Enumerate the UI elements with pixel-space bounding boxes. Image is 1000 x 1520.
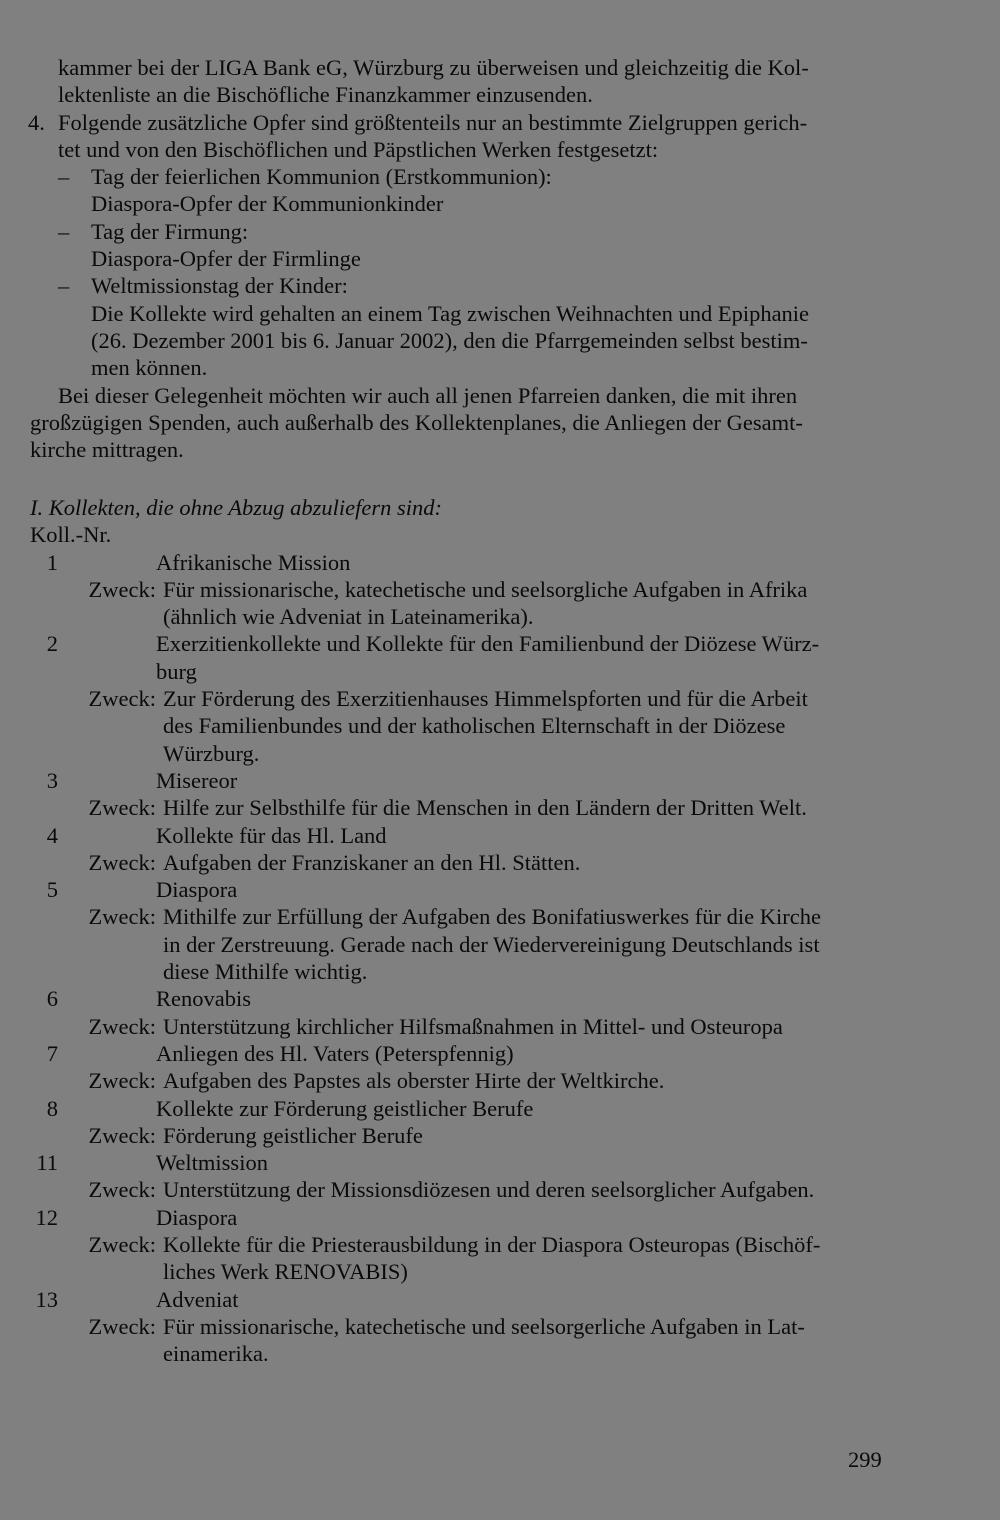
sub-item-title: Tag der feierlichen Kommunion (Erstkommunion): [91,164,552,190]
zweck-text: Aufgaben des Papstes als oberster Hirte der Weltkirche. [163,1068,665,1094]
table-row [30,767,890,794]
item-number: 4. [28,109,45,135]
table-row [30,1286,890,1313]
zweck-text: liches Werk RENOVABIS) [163,1259,408,1285]
zweck-text: Kollekte für die Priesterausbildung in der Diaspora Osteuropas (Bischöf- [163,1232,821,1258]
zweck-text: Unterstützung der Missionsdiözesen und deren seelsorglicher Aufgaben. [163,1177,815,1203]
sub-item-title: Tag der Firmung: [91,218,249,244]
table-row [30,876,890,903]
sub-item-title: Weltmissionstag der Kinder: [91,273,348,299]
kollekte-name: Afrikanische Mission [156,549,351,575]
zweck-label: Zweck: [88,686,156,712]
closing-line: großzügigen Spenden, auch außerhalb des Kollektenplanes, die Anliegen der Gesamt- [30,409,803,435]
table-row [30,1340,890,1367]
table-row [30,1258,890,1285]
koll-number: 3 [46,767,58,793]
kollekte-name: Diaspora [156,877,238,903]
section-heading: I. Kollekten, die ohne Abzug abzuliefern sind: [30,495,443,520]
koll-number: 11 [36,1150,58,1176]
zweck-label: Zweck: [88,576,156,602]
sub-item-text: men können. [91,355,208,381]
intro-line: lektenliste an die Bischöfliche Finanzkammer einzusenden. [58,82,593,108]
koll-number: 8 [46,1095,58,1121]
zweck-label: Zweck: [88,849,156,875]
table-row [30,1013,890,1040]
item4-line: tet und von den Bischöflichen und Päpstlichen Werken festgesetzt: [58,136,659,162]
table-row [30,1176,890,1203]
table-row [30,931,890,958]
dash-bullet: – [58,273,70,299]
table-row [30,1313,890,1340]
item4-line: Folgende zusätzliche Opfer sind größtenteils nur an bestimmte Zielgruppen gerich- [58,109,808,135]
dash-bullet: – [58,218,70,244]
kollekte-name: Weltmission [156,1150,268,1176]
sub-item-text: Diaspora-Opfer der Kommunionkinder [91,191,444,217]
zweck-label: Zweck: [88,1068,156,1094]
table-row [30,603,890,630]
zweck-label: Zweck: [88,1013,156,1039]
table-row [30,849,890,876]
table-row [30,1149,890,1176]
sub-item-text: (26. Dezember 2001 bis 6. Januar 2002), den die Pfarrgemeinden selbst bestim- [91,327,808,353]
sub-item-weltmissionstag [58,272,888,381]
koll-number: 7 [46,1040,58,1066]
koll-number: 12 [35,1204,58,1230]
table-row [30,985,890,1012]
kollekten-section [30,494,890,1368]
kollekte-name: Exerzitienkollekte und Kollekte für den Familienbund der Diözese Würz- [156,631,820,657]
table-row [30,1231,890,1258]
zweck-text: Für missionarische, katechetische und seelsorgerliche Aufgaben in Lat- [163,1313,805,1339]
koll-number: 1 [46,549,58,575]
zweck-text: Würzburg. [163,740,260,766]
list-item-4 [28,109,888,382]
table-row [30,822,890,849]
kollekte-name: Anliegen des Hl. Vaters (Peterspfennig) [156,1040,514,1066]
zweck-label: Zweck: [88,1232,156,1258]
table-row [30,958,890,985]
table-row [30,1204,890,1231]
zweck-label: Zweck: [88,1177,156,1203]
table-row [30,903,890,930]
koll-number: 6 [46,986,58,1012]
zweck-text: diese Mithilfe wichtig. [163,959,368,985]
table-row [30,630,890,657]
table-row [30,712,890,739]
table-row [30,685,890,712]
zweck-text: des Familienbundes und der katholischen Elternschaft in der Diözese [163,713,786,739]
koll-number: 5 [46,877,58,903]
zweck-text: einamerika. [163,1341,269,1367]
zweck-text: Unterstützung kirchlicher Hilfsmaßnahmen in Mittel- und Osteuropa [163,1013,783,1039]
intro-block [28,54,888,463]
kollekten-list [30,549,890,1368]
closing-paragraph [30,382,888,464]
dash-bullet: – [58,164,70,190]
closing-line: kirche mittragen. [30,437,184,463]
zweck-text: Förderung geistlicher Berufe [163,1122,423,1148]
sub-item-kommunion [58,163,888,218]
zweck-label: Zweck: [88,1313,156,1339]
table-row [30,794,890,821]
table-row [30,1067,890,1094]
kollekte-name: Renovabis [156,986,251,1012]
zweck-label: Zweck: [88,904,156,930]
zweck-text: Zur Förderung des Exerzitienhauses Himmelspforten und für die Arbeit [163,686,808,712]
table-row [30,576,890,603]
kollekte-name: Diaspora [156,1204,238,1230]
zweck-text: Hilfe zur Selbsthilfe für die Menschen in den Ländern der Dritten Welt. [163,795,807,821]
closing-line: Bei dieser Gelegenheit möchten wir auch all jenen Pfarreien danken, die mit ihren [58,382,798,408]
zweck-text: Für missionarische, katechetische und seelsorgliche Aufgaben in Afrika [163,576,808,602]
koll-number: 4 [46,822,58,848]
zweck-text: (ähnlich wie Adveniat in Lateinamerika). [163,604,534,630]
page-number: 299 [848,1447,882,1472]
zweck-text: in der Zerstreuung. Gerade nach der Wiedervereinigung Deutschlands ist [163,931,820,957]
zweck-text: Mithilfe zur Erfüllung der Aufgaben des Bonifatiuswerkes für die Kirche [163,904,821,930]
kollekte-name-cont: burg [156,658,197,684]
table-row [30,740,890,767]
zweck-text: Aufgaben der Franziskaner an den Hl. Stätten. [163,849,581,875]
sub-item-text: Die Kollekte wird gehalten an einem Tag zwischen Weihnachten und Epiphanie [91,300,810,326]
kollekte-name: Kollekte für das Hl. Land [156,822,387,848]
zweck-label: Zweck: [88,795,156,821]
table-row [30,1040,890,1067]
sub-item-text: Diaspora-Opfer der Firmlinge [91,246,361,272]
zweck-label: Zweck: [88,1122,156,1148]
table-row [30,1095,890,1122]
koll-number: 13 [35,1286,58,1312]
koll-nr-label: Koll.-Nr. [30,522,112,548]
kollekte-name: Kollekte zur Förderung geistlicher Berufe [156,1095,534,1121]
table-row [30,1122,890,1149]
sub-item-firmung [58,218,888,273]
intro-line: kammer bei der LIGA Bank eG, Würzburg zu überweisen und gleichzeitig die Kol- [58,55,809,80]
table-row [30,549,890,576]
kollekte-name: Misereor [156,767,238,793]
table-row [30,658,890,685]
kollekte-name: Adveniat [156,1286,239,1312]
koll-number: 2 [46,631,58,657]
